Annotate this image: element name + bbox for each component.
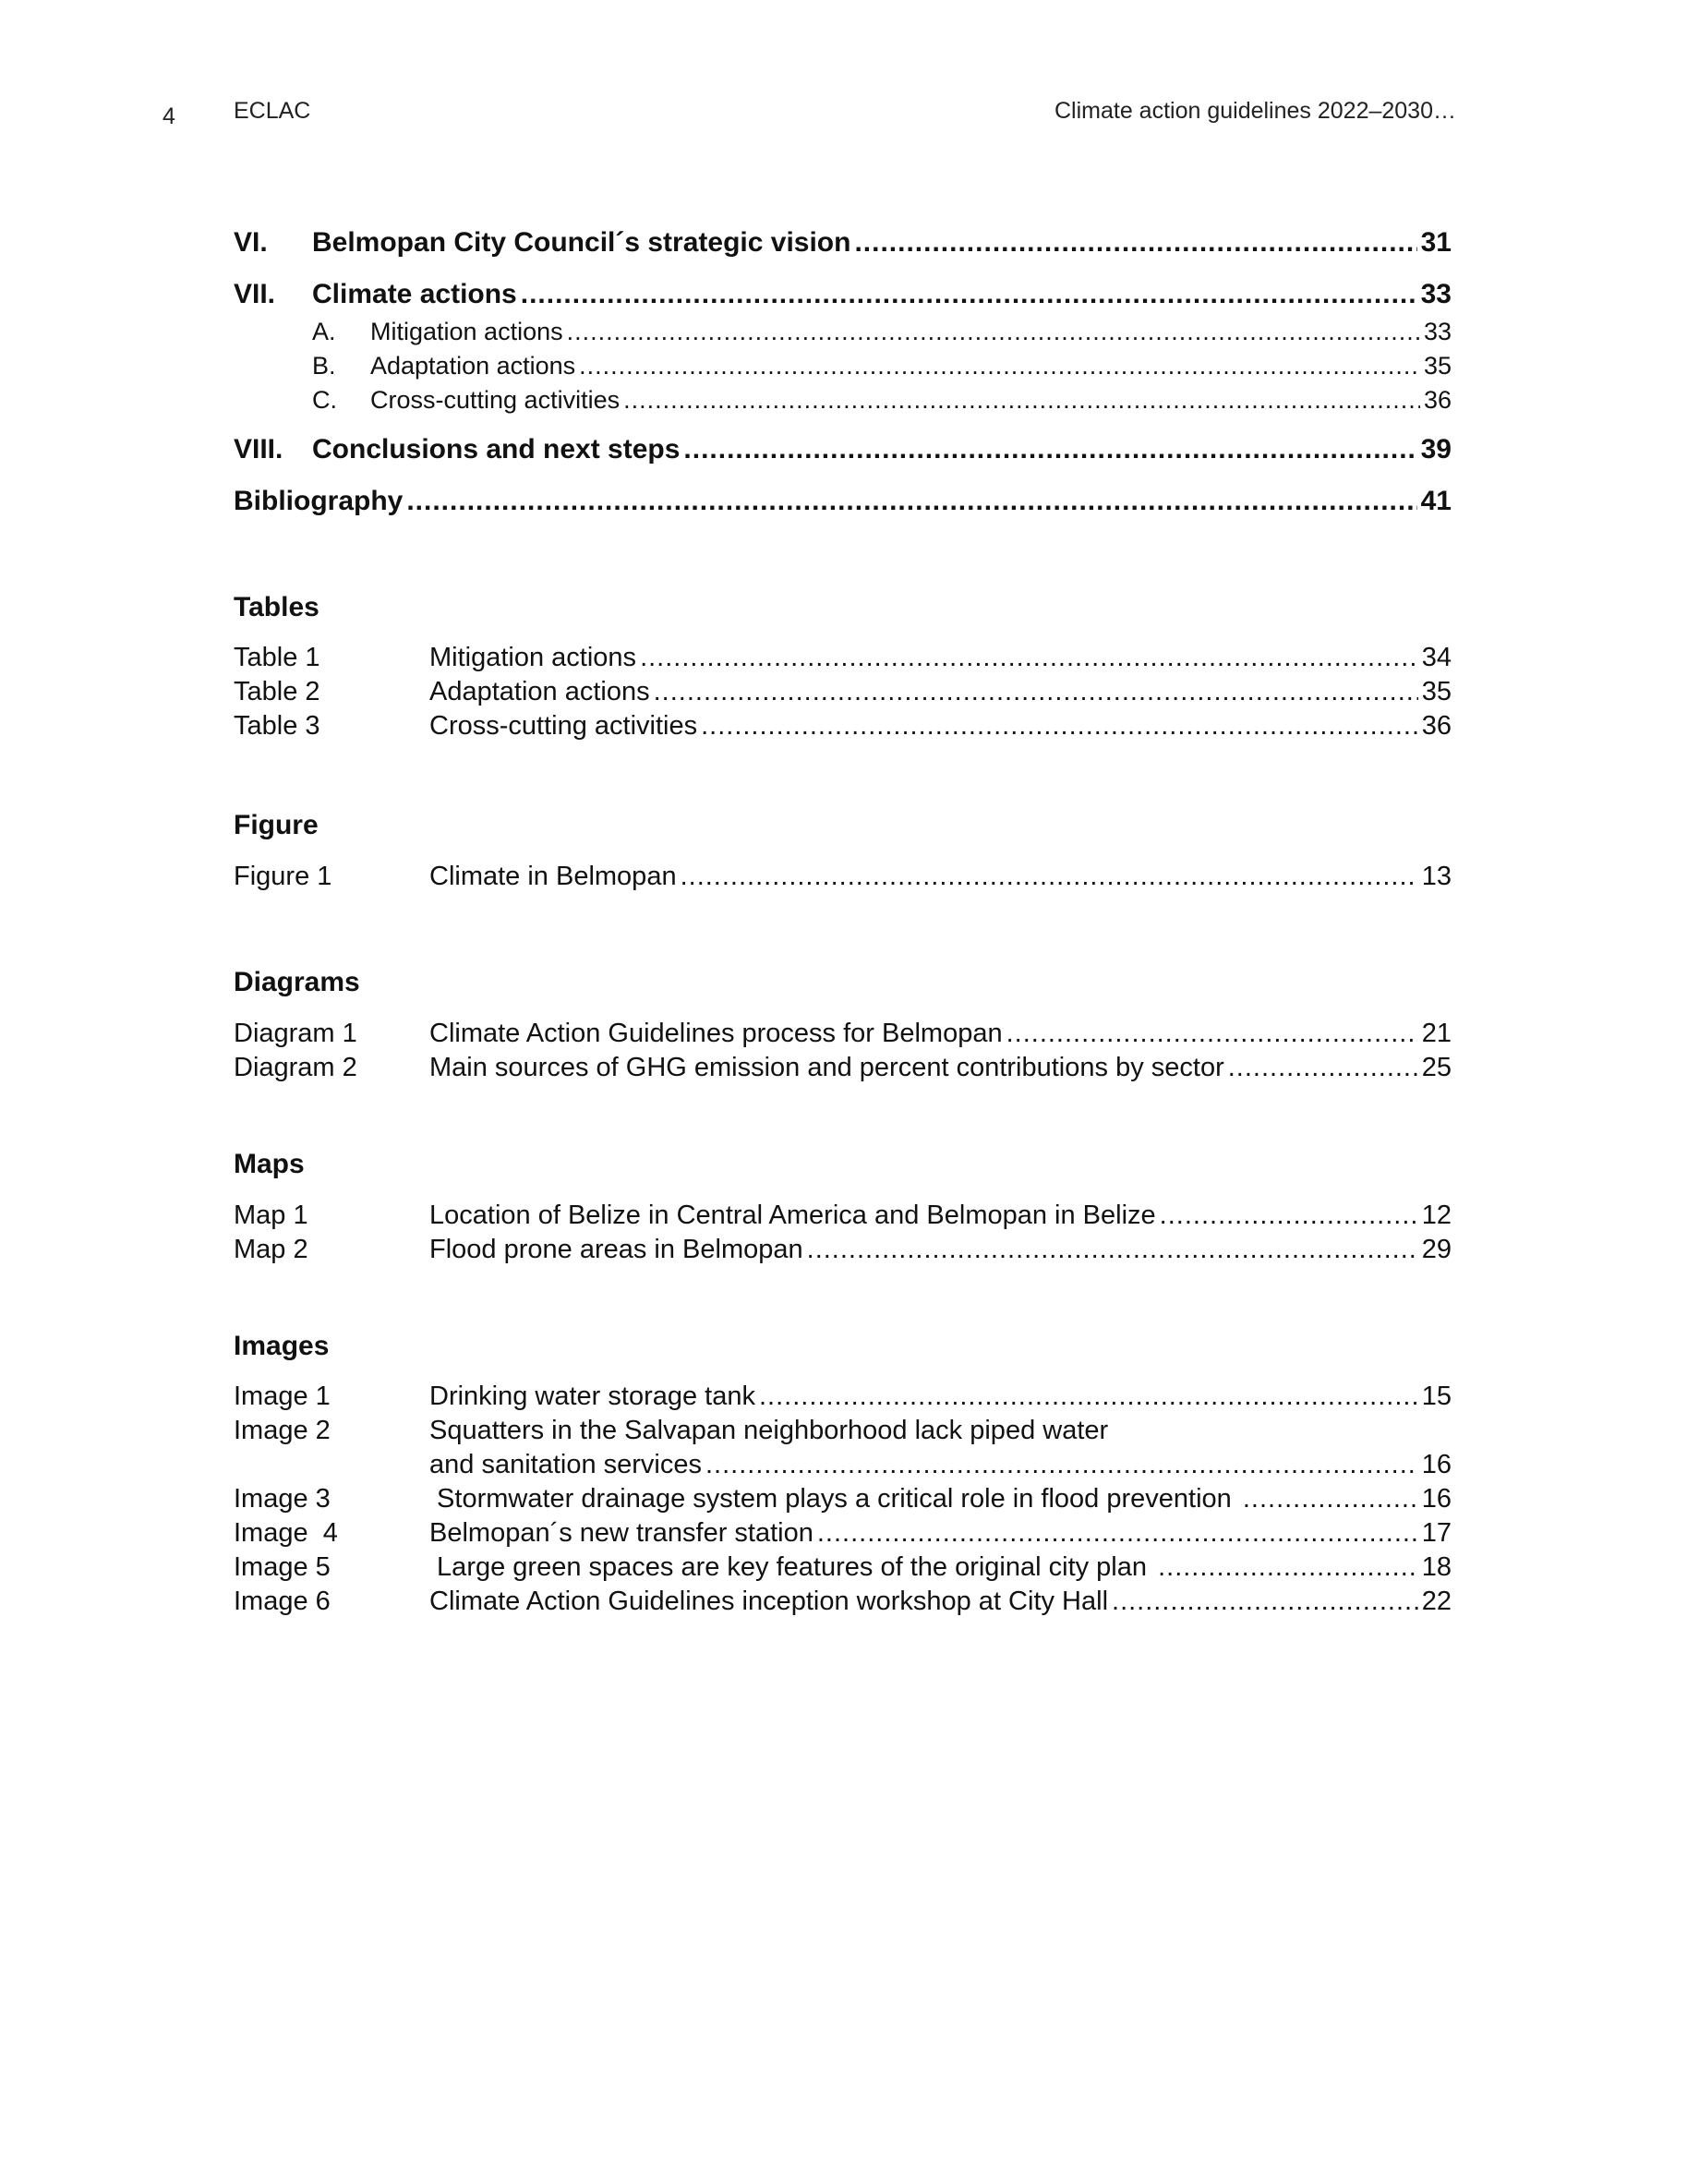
item-key: Map 2 [234, 1235, 308, 1264]
item-label: Drinking water storage tank [429, 1382, 755, 1411]
leader-dots [1158, 1552, 1418, 1583]
images-heading: Images [234, 1331, 330, 1361]
leader-dots [1228, 1053, 1418, 1083]
leader-dots [817, 1518, 1418, 1549]
item-page: 22 [1421, 1587, 1452, 1616]
leader-dots [654, 677, 1418, 707]
toc-entry-number: A. [312, 318, 336, 345]
list-item-image-5[interactable] [234, 1552, 1452, 1583]
item-label: Flood prone areas in Belmopan [429, 1235, 803, 1264]
item-page: 16 [1421, 1484, 1452, 1514]
list-item-figure-1[interactable] [234, 862, 1452, 892]
toc-entry-vi[interactable] [234, 227, 1452, 259]
toc-entry-vii-c[interactable] [234, 386, 1452, 415]
toc-entry-bibliography[interactable] [234, 486, 1452, 517]
item-page: 21 [1421, 1019, 1452, 1048]
list-item-map-1[interactable] [234, 1201, 1452, 1231]
list-item-table-3[interactable] [234, 711, 1452, 742]
item-label: Stormwater drainage system plays a critical role in flood prevention [429, 1484, 1239, 1514]
item-page: 16 [1421, 1450, 1452, 1479]
toc-entry-number: C. [312, 386, 337, 414]
toc-entry-number: VIII. [234, 434, 283, 465]
list-item-image-6[interactable] [234, 1587, 1452, 1617]
item-label: Squatters in the Salvapan neighborhood lack piped water [429, 1416, 1109, 1445]
list-item-table-2[interactable] [234, 677, 1452, 707]
item-page: 17 [1421, 1518, 1452, 1548]
leader-dots [640, 643, 1418, 673]
toc-entry-label: Conclusions and next steps [312, 434, 681, 465]
leader-dots [705, 1450, 1418, 1480]
item-key: Image 4 [234, 1518, 338, 1548]
toc-entry-viii[interactable] [234, 434, 1452, 465]
list-item-diagram-2[interactable] [234, 1053, 1452, 1083]
toc-entry-vii[interactable] [234, 279, 1452, 310]
item-key: Image 5 [234, 1552, 331, 1582]
leader-dots [1112, 1587, 1418, 1617]
item-label: Location of Belize in Central America and Belmopan in Belize [429, 1201, 1156, 1230]
toc-entry-page: 39 [1420, 434, 1452, 465]
leader-dots [807, 1235, 1418, 1265]
leader-dots [406, 486, 1416, 517]
item-page: 35 [1421, 677, 1452, 706]
leader-dots [681, 862, 1418, 892]
item-key: Figure 1 [234, 862, 332, 891]
item-label: Adaptation actions [429, 677, 650, 706]
leader-dots [759, 1382, 1418, 1412]
item-key: Table 3 [234, 711, 320, 741]
leader-dots [1006, 1019, 1418, 1049]
item-key: Image 6 [234, 1587, 331, 1616]
item-page: 13 [1421, 862, 1452, 891]
toc-entry-vii-b[interactable] [234, 352, 1452, 380]
toc-entry-page: 33 [1423, 318, 1452, 345]
page-number: 4 [163, 103, 175, 129]
item-label: Belmopan´s new transfer station [429, 1518, 813, 1548]
leader-dots [683, 434, 1416, 465]
tables-heading: Tables [234, 592, 319, 622]
item-label: Climate Action Guidelines inception workshop at City Hall [429, 1587, 1109, 1616]
item-label: Mitigation actions [429, 643, 637, 672]
leader-dots [1160, 1201, 1418, 1231]
leader-dots [623, 386, 1420, 415]
item-key: Image 2 [234, 1416, 331, 1445]
leader-dots [1243, 1484, 1418, 1514]
toc-entry-number: B. [312, 352, 336, 380]
item-page: 12 [1421, 1201, 1452, 1230]
organization-name: ECLAC [234, 98, 311, 124]
item-key: Map 1 [234, 1201, 308, 1230]
item-page: 34 [1421, 643, 1452, 672]
leader-dots [567, 318, 1420, 346]
item-label: Large green spaces are key features of the original city plan [429, 1552, 1155, 1582]
item-label-continuation: and sanitation services [429, 1450, 702, 1479]
item-key: Table 2 [234, 677, 320, 706]
list-item-image-2[interactable] [234, 1416, 1452, 1446]
toc-entry-label: Climate actions [312, 279, 517, 309]
list-item-image-4[interactable] [234, 1518, 1452, 1549]
document-title: Climate action guidelines 2022–2030… [1054, 98, 1456, 124]
toc-entry-page: 35 [1423, 352, 1452, 380]
toc-entry-page: 31 [1420, 227, 1452, 258]
maps-heading: Maps [234, 1149, 305, 1179]
leader-dots [701, 711, 1418, 742]
leader-dots [854, 227, 1416, 259]
toc-entry-label: Cross-cutting activities [370, 386, 621, 414]
item-label: Cross-cutting activities [429, 711, 698, 741]
toc-entry-label: Adaptation actions [370, 352, 576, 380]
toc-entry-label: Bibliography [234, 486, 404, 516]
leader-dots [521, 279, 1417, 310]
item-key: Diagram 1 [234, 1019, 357, 1048]
toc-entry-label: Belmopan City Council´s strategic vision [312, 227, 851, 258]
item-key: Image 3 [234, 1484, 331, 1514]
toc-entry-label: Mitigation actions [370, 318, 563, 345]
item-page: 25 [1421, 1053, 1452, 1082]
list-item-diagram-1[interactable] [234, 1019, 1452, 1049]
toc-entry-number: VII. [234, 279, 276, 309]
list-item-image-1[interactable] [234, 1382, 1452, 1412]
item-page: 18 [1421, 1552, 1452, 1582]
item-key: Image 1 [234, 1382, 331, 1411]
list-item-table-1[interactable] [234, 643, 1452, 673]
item-page: 29 [1421, 1235, 1452, 1264]
toc-entry-page: 41 [1420, 486, 1452, 516]
list-item-image-2-continuation[interactable] [234, 1450, 1452, 1480]
item-label: Climate Action Guidelines process for Belmopan [429, 1019, 1003, 1048]
item-key: Diagram 2 [234, 1053, 357, 1082]
list-item-map-2[interactable] [234, 1235, 1452, 1265]
toc-entry-page: 33 [1420, 279, 1452, 309]
item-label: Main sources of GHG emission and percent contributions by sector [429, 1053, 1224, 1082]
item-label: Climate in Belmopan [429, 862, 677, 891]
item-key: Table 1 [234, 643, 320, 672]
figures-heading: Figure [234, 810, 319, 840]
diagrams-heading: Diagrams [234, 967, 360, 997]
list-item-image-3[interactable] [234, 1484, 1452, 1514]
item-page: 36 [1421, 711, 1452, 741]
toc-entry-number: VI. [234, 227, 268, 258]
toc-entry-vii-a[interactable] [234, 318, 1452, 346]
leader-dots [579, 352, 1420, 380]
toc-entry-page: 36 [1423, 386, 1452, 414]
item-page: 15 [1421, 1382, 1452, 1411]
